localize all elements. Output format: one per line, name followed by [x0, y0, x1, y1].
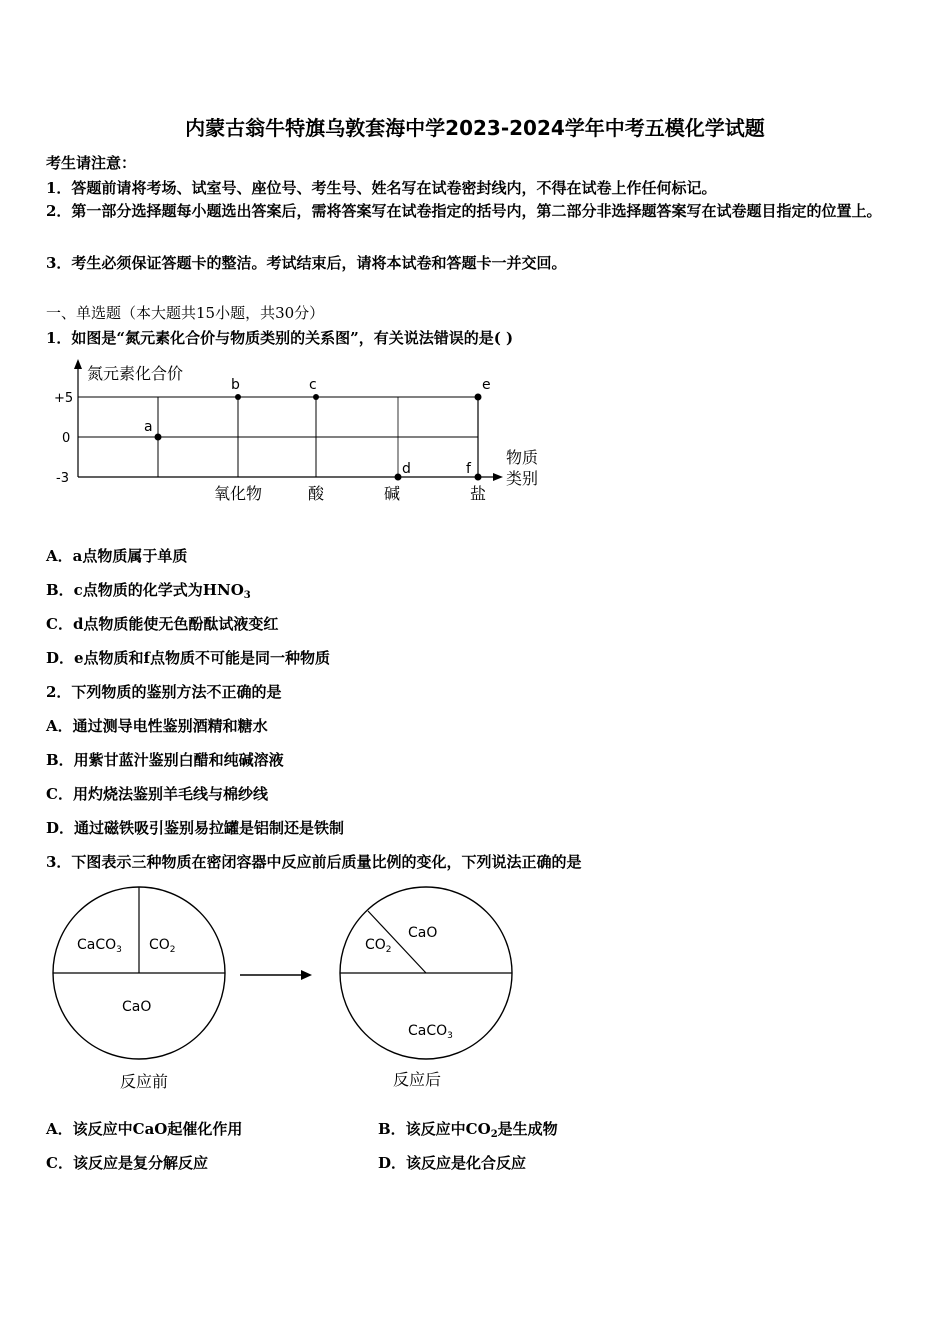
point-d-label: d: [402, 461, 411, 477]
q3-option-b: [378, 1118, 558, 1140]
point-e: [475, 394, 482, 401]
q2-option-b: B．用紫甘蓝汁鉴别白醋和纯碱溶液: [46, 751, 284, 769]
category-base: 碱: [384, 484, 401, 503]
after-caco3-label: CaCO$_3$: [408, 1023, 453, 1041]
q1-option-b-text: B．c点物质的化学式为HNO: [46, 581, 244, 599]
q3-option-b-text: B．该反应中CO: [378, 1120, 491, 1138]
q1-option-b-subscript: 3: [243, 590, 251, 601]
q3-option-a: A．该反应中CaO起催化作用: [46, 1120, 243, 1138]
q3-option-b-suffix: 是生成物: [497, 1120, 558, 1138]
q3-option-b-subscript: 2: [490, 1129, 498, 1140]
q1-option-c: C．d点物质能使无色酚酞试液变红: [46, 615, 279, 633]
point-a-label: a: [144, 419, 153, 435]
point-a: [155, 434, 162, 441]
category-oxide: 氧化物: [214, 484, 263, 503]
valence-category-diagram: [50, 355, 550, 510]
page-title: 内蒙古翁牛特旗乌敦套海中学2023-2024学年中考五模化学试题: [185, 116, 765, 140]
y-tick-zero: 0: [62, 431, 71, 446]
point-f: [475, 474, 482, 481]
x-axis-label-1: 物质: [506, 448, 539, 467]
before-cao-label: CaO: [122, 999, 152, 1015]
reaction-pie-diagram: [40, 880, 540, 1095]
point-e-label: e: [482, 377, 491, 393]
x-axis-label-2: 类别: [506, 469, 539, 488]
before-co2-label: $CO_2$: [149, 937, 176, 955]
point-f-label: f: [466, 461, 471, 477]
y-tick-plus5: +5: [54, 391, 74, 406]
notice-item-3: 3．考生必须保证答题卡的整洁。考试结束后，请将本试卷和答题卡一并交回。: [46, 254, 567, 272]
after-caption: 反应后: [393, 1070, 442, 1089]
section-heading: 一、单选题（本大题共15小题，共30分）: [46, 304, 325, 322]
question-1-stem: 1．如图是“氮元素化合价与物质类别的关系图”，有关说法错误的是( ): [46, 329, 514, 347]
before-caption: 反应前: [120, 1072, 169, 1091]
q3-option-d: D．该反应是化合反应: [378, 1154, 527, 1172]
after-co2-label: $CO_2$: [365, 937, 392, 955]
q3-option-c: C．该反应是复分解反应: [46, 1154, 208, 1172]
question-2-stem: 2．下列物质的鉴别方法不正确的是: [46, 683, 282, 701]
point-c-label: c: [309, 377, 317, 393]
y-axis-arrow: [74, 359, 82, 369]
point-b-label: b: [231, 377, 240, 393]
before-caco3-label: CaCO$_3$: [77, 937, 122, 955]
notice-item-2: 2．第一部分选择题每小题选出答案后，需将答案写在试卷指定的括号内，第二部分非选择题答案写在试卷题目指定的位置上。: [46, 202, 882, 220]
q2-option-d: D．通过磁铁吸引鉴别易拉罐是铝制还是铁制: [46, 819, 345, 837]
q1-option-d: D．e点物质和f点物质不可能是同一种物质: [46, 649, 331, 667]
notice-heading: 考生请注意：: [46, 154, 137, 172]
question-3-stem: 3．下图表示三种物质在密闭容器中反应前后质量比例的变化，下列说法正确的是: [46, 853, 582, 871]
point-c: [313, 394, 319, 400]
point-b: [235, 394, 241, 400]
y-axis-label: 氮元素化合价: [87, 364, 184, 383]
q2-option-c: C．用灼烧法鉴别羊毛线与棉纱线: [46, 785, 268, 803]
q1-option-a: A．a点物质属于单质: [46, 547, 188, 565]
category-salt: 盐: [470, 484, 487, 503]
category-acid: 酸: [308, 484, 325, 503]
after-cao-label: CaO: [408, 925, 438, 941]
notice-item-1: 1．答题前请将考场、试室号、座位号、考生号、姓名写在试卷密封线内，不得在试卷上作任何标记。: [46, 179, 717, 197]
q1-option-b: [46, 579, 251, 601]
x-axis-arrow: [493, 473, 503, 481]
reaction-arrow-head: [301, 970, 312, 980]
point-d: [395, 474, 402, 481]
q2-option-a: A．通过测导电性鉴别酒精和糖水: [46, 717, 268, 735]
y-tick-minus3: -3: [56, 471, 69, 486]
